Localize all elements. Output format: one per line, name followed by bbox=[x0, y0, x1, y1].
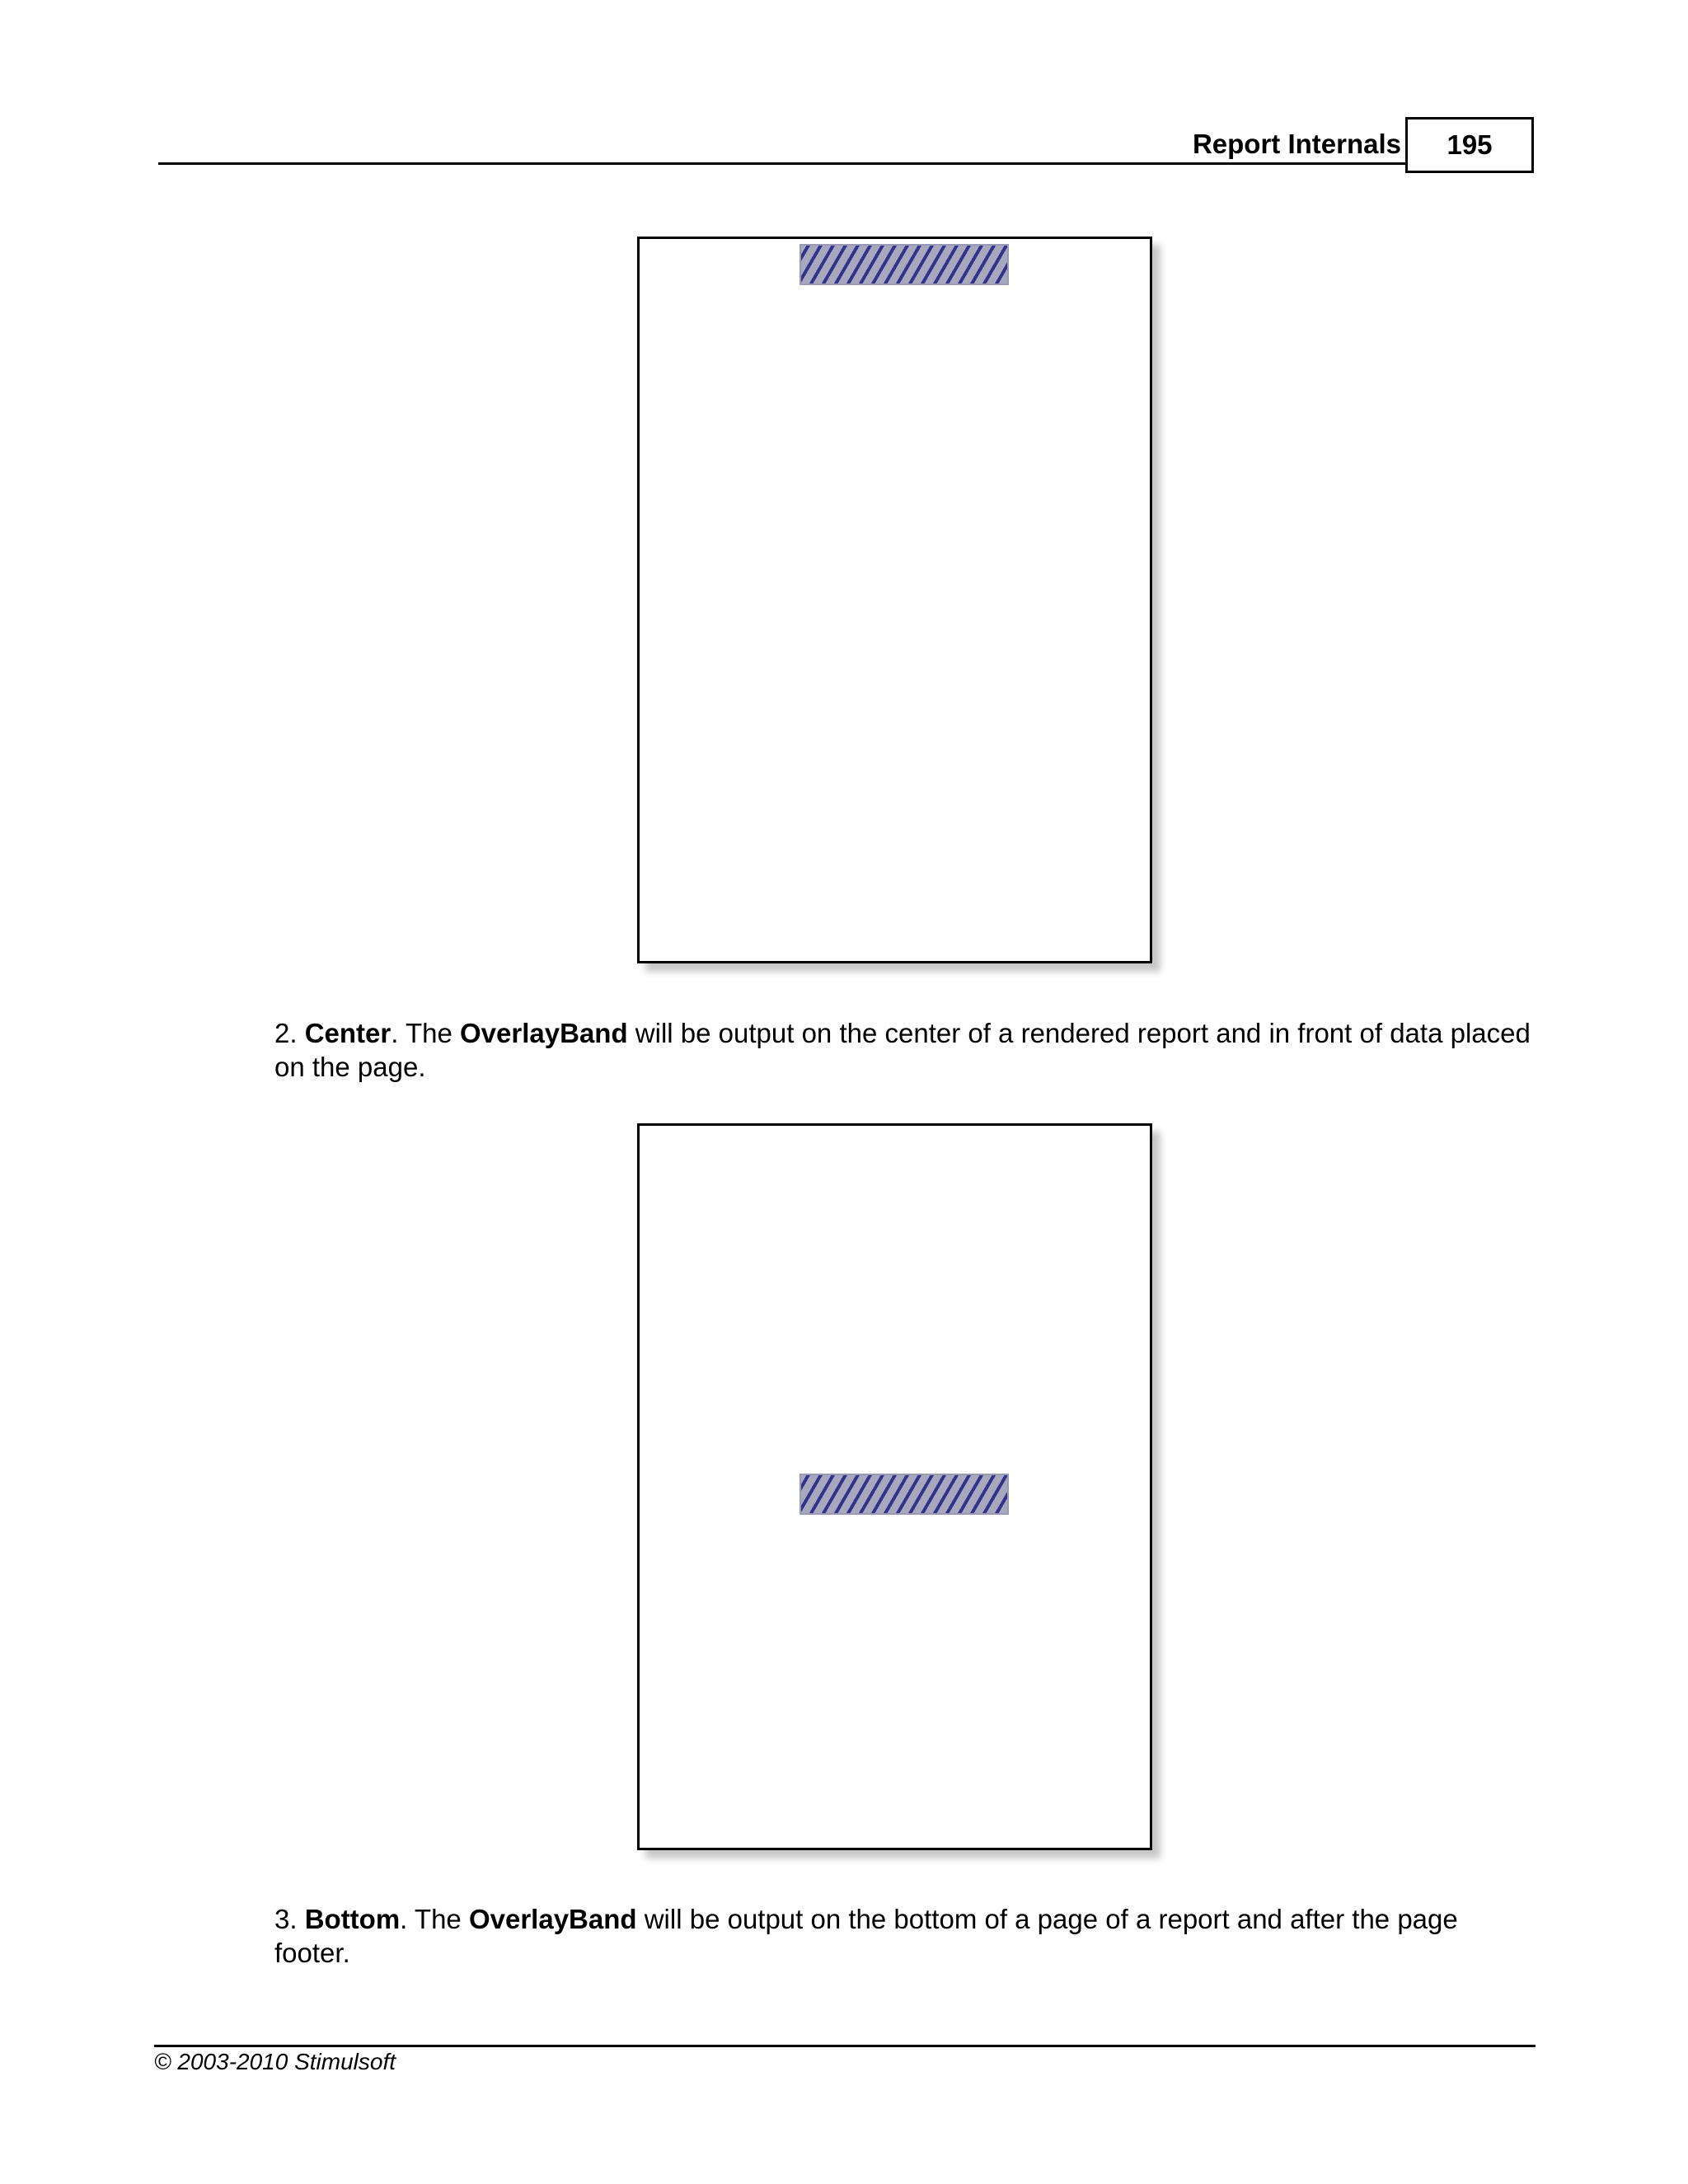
page-number: 195 bbox=[1447, 129, 1493, 160]
header-section-title: Report Internals bbox=[1192, 129, 1401, 159]
band-name: OverlayBand bbox=[468, 1904, 637, 1934]
page-number-box bbox=[1405, 117, 1534, 173]
header-rule bbox=[158, 162, 1407, 165]
band-name: OverlayBand bbox=[460, 1018, 628, 1048]
text-fragment: . The bbox=[391, 1018, 461, 1048]
paragraph-bottom bbox=[274, 1902, 1536, 1970]
text-fragment: . The bbox=[400, 1904, 469, 1934]
overlay-band-top bbox=[799, 244, 1009, 285]
text-fragment: will be output on the center of a rendered report and in front of data placed on the page. bbox=[274, 1018, 1531, 1082]
term-bottom: Bottom bbox=[304, 1904, 401, 1934]
term-center: Center bbox=[304, 1018, 392, 1048]
item-number: 2. bbox=[274, 1018, 298, 1048]
paragraph-center bbox=[274, 1016, 1536, 1084]
footer-copyright: © 2003-2010 Stimulsoft bbox=[154, 2049, 396, 2074]
overlay-band-center bbox=[799, 1474, 1009, 1515]
item-number: 3. bbox=[274, 1904, 298, 1934]
page-illustration-top bbox=[637, 237, 1152, 963]
page-illustration-center bbox=[637, 1123, 1152, 1850]
text-fragment: will be output on the bottom of a page of a report and after the page footer. bbox=[274, 1904, 1458, 1968]
